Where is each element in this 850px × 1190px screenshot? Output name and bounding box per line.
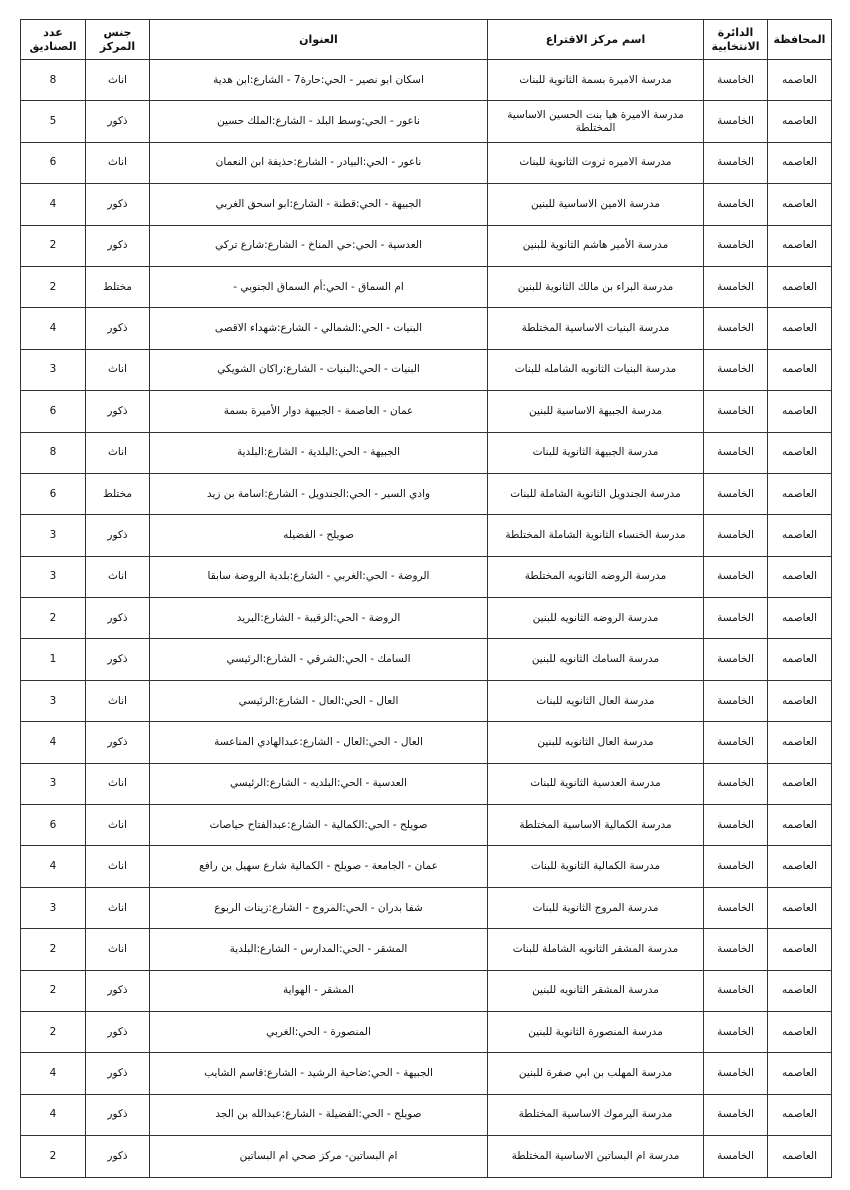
district-cell: الخامسة	[704, 1094, 768, 1135]
district-cell: الخامسة	[704, 680, 768, 721]
table-row	[21, 805, 832, 846]
box-count-cell: 6	[21, 473, 86, 514]
address-cell: صويلح - الحي:الفضيلة - الشارع:عبدالله بن الجد	[150, 1094, 488, 1135]
table-row	[21, 1011, 832, 1052]
governorate-cell: العاصمه	[768, 805, 832, 846]
table-row	[21, 887, 832, 928]
governorate-cell: العاصمه	[768, 1053, 832, 1094]
table-row	[21, 1094, 832, 1135]
table-row	[21, 184, 832, 225]
box-count-cell: 4	[21, 722, 86, 763]
address-cell: العدسية - الحي:البلديه - الشارع:الرئيسي	[150, 763, 488, 804]
governorate-cell: العاصمه	[768, 473, 832, 514]
center-gender-cell: ذكور	[86, 184, 150, 225]
center-name-cell: مدرسة المشقر الثانويه للبنين	[488, 970, 704, 1011]
center-gender-cell: اناث	[86, 556, 150, 597]
governorate-cell: العاصمه	[768, 349, 832, 390]
table-row	[21, 432, 832, 473]
center-gender-cell: اناث	[86, 680, 150, 721]
governorate-cell: العاصمه	[768, 680, 832, 721]
box-count-cell: 4	[21, 308, 86, 349]
district-cell: الخامسة	[704, 887, 768, 928]
center-gender-cell: ذكور	[86, 1053, 150, 1094]
table-row	[21, 970, 832, 1011]
box-count-cell: 2	[21, 598, 86, 639]
address-cell: ناعور - الحي:وسط البلد - الشارع:الملك حسين	[150, 101, 488, 142]
district-cell: الخامسة	[704, 1011, 768, 1052]
address-cell: العدسية - الحي:حي المناخ - الشارع:شارع تركي	[150, 225, 488, 266]
district-cell: الخامسة	[704, 60, 768, 101]
table-header-row	[21, 20, 832, 60]
box-count-cell: 2	[21, 266, 86, 307]
center-gender-cell: ذكور	[86, 970, 150, 1011]
box-count-cell: 4	[21, 846, 86, 887]
governorate-cell: العاصمه	[768, 515, 832, 556]
center-name-cell: مدرسة العدسية الثانوية للبنات	[488, 763, 704, 804]
box-count-cell: 4	[21, 184, 86, 225]
center-name-cell: مدرسة الجندويل الثانوية الشاملة للبنات	[488, 473, 704, 514]
table-row	[21, 680, 832, 721]
table-row	[21, 639, 832, 680]
box-count-cell: 2	[21, 929, 86, 970]
governorate-cell: العاصمه	[768, 929, 832, 970]
table-row	[21, 473, 832, 514]
center-name-cell: مدرسة المروج الثانوية للبنات	[488, 887, 704, 928]
center-gender-cell: مختلط	[86, 266, 150, 307]
table-row	[21, 266, 832, 307]
district-cell: الخامسة	[704, 1053, 768, 1094]
header-center-gender: جنس المركز	[86, 20, 150, 60]
district-cell: الخامسة	[704, 639, 768, 680]
box-count-cell: 3	[21, 556, 86, 597]
governorate-cell: العاصمه	[768, 639, 832, 680]
address-cell: الجبيهة - الحي:قطنة - الشارع:ابو اسحق الغربي	[150, 184, 488, 225]
box-count-cell: 3	[21, 515, 86, 556]
district-cell: الخامسة	[704, 970, 768, 1011]
governorate-cell: العاصمه	[768, 432, 832, 473]
polling-centers-table	[20, 19, 832, 1178]
governorate-cell: العاصمه	[768, 60, 832, 101]
table-row	[21, 308, 832, 349]
center-name-cell: مدرسة المشقر الثانويه الشاملة للبنات	[488, 929, 704, 970]
box-count-cell: 8	[21, 432, 86, 473]
address-cell: المشقر - الحي:المدارس - الشارع:البلدية	[150, 929, 488, 970]
district-cell: الخامسة	[704, 846, 768, 887]
address-cell: العال - الحي:العال - الشارع:الرئيسي	[150, 680, 488, 721]
address-cell: الروضة - الحي:الزقيبة - الشارع:البريد	[150, 598, 488, 639]
center-name-cell: مدرسة المهلب بن ابي صفرة للبنين	[488, 1053, 704, 1094]
table-row	[21, 929, 832, 970]
address-cell: عمان - العاصمة - الجبيهة دوار الأميرة بسمة	[150, 391, 488, 432]
table-row	[21, 722, 832, 763]
center-gender-cell: اناث	[86, 763, 150, 804]
center-gender-cell: مختلط	[86, 473, 150, 514]
address-cell: صويلح - الحي:الكمالية - الشارع:عبدالفتاح حياصات	[150, 805, 488, 846]
box-count-cell: 2	[21, 1011, 86, 1052]
box-count-cell: 4	[21, 1094, 86, 1135]
address-cell: ناعور - الحي:البيادر - الشارع:حذيفة ابن النعمان	[150, 142, 488, 183]
center-name-cell: مدرسة الأمير هاشم الثانوية للبنين	[488, 225, 704, 266]
box-count-cell: 5	[21, 101, 86, 142]
governorate-cell: العاصمه	[768, 391, 832, 432]
center-gender-cell: ذكور	[86, 639, 150, 680]
district-cell: الخامسة	[704, 515, 768, 556]
governorate-cell: العاصمه	[768, 763, 832, 804]
center-name-cell: مدرسة الاميرة هيا بنت الحسين الاساسية المختلطة	[488, 101, 704, 142]
address-cell: ام البساتين- مركز صحي ام البساتين	[150, 1136, 488, 1177]
district-cell: الخامسة	[704, 929, 768, 970]
center-gender-cell: ذكور	[86, 1011, 150, 1052]
box-count-cell: 3	[21, 680, 86, 721]
governorate-cell: العاصمه	[768, 722, 832, 763]
center-gender-cell: اناث	[86, 929, 150, 970]
center-name-cell: مدرسة الامين الاساسية للبنين	[488, 184, 704, 225]
box-count-cell: 3	[21, 349, 86, 390]
table-row	[21, 349, 832, 390]
table-body	[21, 60, 832, 1178]
district-cell: الخامسة	[704, 598, 768, 639]
governorate-cell: العاصمه	[768, 308, 832, 349]
center-name-cell: مدرسة الجبيهة الاساسية للبنين	[488, 391, 704, 432]
center-name-cell: مدرسة المنصورة الثانوية للبنين	[488, 1011, 704, 1052]
district-cell: الخامسة	[704, 556, 768, 597]
table-row	[21, 142, 832, 183]
governorate-cell: العاصمه	[768, 887, 832, 928]
governorate-cell: العاصمه	[768, 1011, 832, 1052]
district-cell: الخامسة	[704, 308, 768, 349]
center-name-cell: مدرسة السامك الثانويه للبنين	[488, 639, 704, 680]
center-gender-cell: اناث	[86, 846, 150, 887]
governorate-cell: العاصمه	[768, 598, 832, 639]
table-row	[21, 846, 832, 887]
box-count-cell: 2	[21, 970, 86, 1011]
table-row	[21, 1053, 832, 1094]
center-name-cell: مدرسة الروضه الثانويه المختلطة	[488, 556, 704, 597]
address-cell: البنيات - الحي:البنيات - الشارع:راكان الشويكي	[150, 349, 488, 390]
governorate-cell: العاصمه	[768, 970, 832, 1011]
governorate-cell: العاصمه	[768, 556, 832, 597]
center-gender-cell: ذكور	[86, 598, 150, 639]
center-gender-cell: ذكور	[86, 1136, 150, 1177]
address-cell: اسكان ابو نصير - الحي:حارة7 - الشارع:ابن هدية	[150, 60, 488, 101]
governorate-cell: العاصمه	[768, 225, 832, 266]
table-row	[21, 101, 832, 142]
header-address: العنوان	[150, 20, 488, 60]
table-row	[21, 225, 832, 266]
center-name-cell: مدرسة العال الثانويه للبنات	[488, 680, 704, 721]
table-row	[21, 1136, 832, 1177]
center-name-cell: مدرسة البراء بن مالك الثانوية للبنين	[488, 266, 704, 307]
governorate-cell: العاصمه	[768, 142, 832, 183]
center-gender-cell: اناث	[86, 805, 150, 846]
center-name-cell: مدرسة الاميرة بسمة الثانوية للبنات	[488, 60, 704, 101]
center-name-cell: مدرسة العال الثانويه للبنين	[488, 722, 704, 763]
center-gender-cell: ذكور	[86, 722, 150, 763]
center-gender-cell: ذكور	[86, 225, 150, 266]
center-name-cell: مدرسة الخنساء الثانوية الشاملة المختلطة	[488, 515, 704, 556]
center-gender-cell: اناث	[86, 887, 150, 928]
address-cell: المنصورة - الحي:الغربي	[150, 1011, 488, 1052]
box-count-cell: 1	[21, 639, 86, 680]
box-count-cell: 6	[21, 142, 86, 183]
header-center-name: اسم مركز الاقتراع	[488, 20, 704, 60]
address-cell: الجبيهة - الحي:ضاحية الرشيد - الشارع:قاسم الشايب	[150, 1053, 488, 1094]
center-gender-cell: اناث	[86, 349, 150, 390]
center-gender-cell: ذكور	[86, 101, 150, 142]
box-count-cell: 2	[21, 1136, 86, 1177]
district-cell: الخامسة	[704, 722, 768, 763]
district-cell: الخامسة	[704, 184, 768, 225]
district-cell: الخامسة	[704, 266, 768, 307]
governorate-cell: العاصمه	[768, 266, 832, 307]
center-gender-cell: ذكور	[86, 308, 150, 349]
box-count-cell: 6	[21, 805, 86, 846]
district-cell: الخامسة	[704, 349, 768, 390]
center-name-cell: مدرسة البنيات الاساسية المختلطة	[488, 308, 704, 349]
table-row	[21, 60, 832, 101]
district-cell: الخامسة	[704, 225, 768, 266]
address-cell: وادي السير - الحي:الجندويل - الشارع:اسامة بن زيد	[150, 473, 488, 514]
district-cell: الخامسة	[704, 101, 768, 142]
center-name-cell: مدرسة الكمالية الاساسية المختلطة	[488, 805, 704, 846]
district-cell: الخامسة	[704, 391, 768, 432]
center-gender-cell: اناث	[86, 60, 150, 101]
district-cell: الخامسة	[704, 473, 768, 514]
address-cell: العال - الحي:العال - الشارع:عبدالهادي المناعسة	[150, 722, 488, 763]
governorate-cell: العاصمه	[768, 1136, 832, 1177]
address-cell: السامك - الحي:الشرقي - الشارع:الرئيسي	[150, 639, 488, 680]
center-gender-cell: ذكور	[86, 391, 150, 432]
header-governorate: المحافظة	[768, 20, 832, 60]
table-row	[21, 391, 832, 432]
header-district: الدائرة الانتخابية	[704, 20, 768, 60]
table-row	[21, 763, 832, 804]
table-row	[21, 515, 832, 556]
center-name-cell: مدرسة الاميره ثروت الثانوية للبنات	[488, 142, 704, 183]
address-cell: الروضة - الحي:الغربي - الشارع:بلدية الروضة سابقا	[150, 556, 488, 597]
box-count-cell: 2	[21, 225, 86, 266]
governorate-cell: العاصمه	[768, 1094, 832, 1135]
address-cell: صويلح - الفضيله	[150, 515, 488, 556]
district-cell: الخامسة	[704, 763, 768, 804]
center-name-cell: مدرسة البنيات الثانويه الشامله للبنات	[488, 349, 704, 390]
district-cell: الخامسة	[704, 432, 768, 473]
center-gender-cell: اناث	[86, 432, 150, 473]
governorate-cell: العاصمه	[768, 846, 832, 887]
center-name-cell: مدرسة اليرموك الاساسية المختلطة	[488, 1094, 704, 1135]
governorate-cell: العاصمه	[768, 101, 832, 142]
address-cell: المشقر - الهواية	[150, 970, 488, 1011]
center-name-cell: مدرسة الكمالية الثانوية للبنات	[488, 846, 704, 887]
box-count-cell: 3	[21, 763, 86, 804]
box-count-cell: 3	[21, 887, 86, 928]
district-cell: الخامسة	[704, 805, 768, 846]
center-name-cell: مدرسة الجبيهة الثانوية للبنات	[488, 432, 704, 473]
address-cell: البنيات - الحي:الشمالي - الشارع:شهداء الاقصى	[150, 308, 488, 349]
box-count-cell: 6	[21, 391, 86, 432]
center-gender-cell: ذكور	[86, 1094, 150, 1135]
address-cell: ام السماق - الحي:أم السماق الجنوبي -	[150, 266, 488, 307]
center-gender-cell: اناث	[86, 142, 150, 183]
table-row	[21, 598, 832, 639]
address-cell: عمان - الجامعة - صويلح - الكمالية شارع سهيل بن رافع	[150, 846, 488, 887]
box-count-cell: 8	[21, 60, 86, 101]
center-gender-cell: ذكور	[86, 515, 150, 556]
address-cell: شفا بدران - الحي:المروج - الشارع:زينات الربوع	[150, 887, 488, 928]
table-row	[21, 556, 832, 597]
governorate-cell: العاصمه	[768, 184, 832, 225]
box-count-cell: 4	[21, 1053, 86, 1094]
district-cell: الخامسة	[704, 142, 768, 183]
header-box-count: عدد الصناديق	[21, 20, 86, 60]
center-name-cell: مدرسة ام البساتين الاساسية المختلطة	[488, 1136, 704, 1177]
address-cell: الجبيهة - الحي:البلدية - الشارع:البلدية	[150, 432, 488, 473]
center-name-cell: مدرسة الروضه الثانويه للبنين	[488, 598, 704, 639]
district-cell: الخامسة	[704, 1136, 768, 1177]
